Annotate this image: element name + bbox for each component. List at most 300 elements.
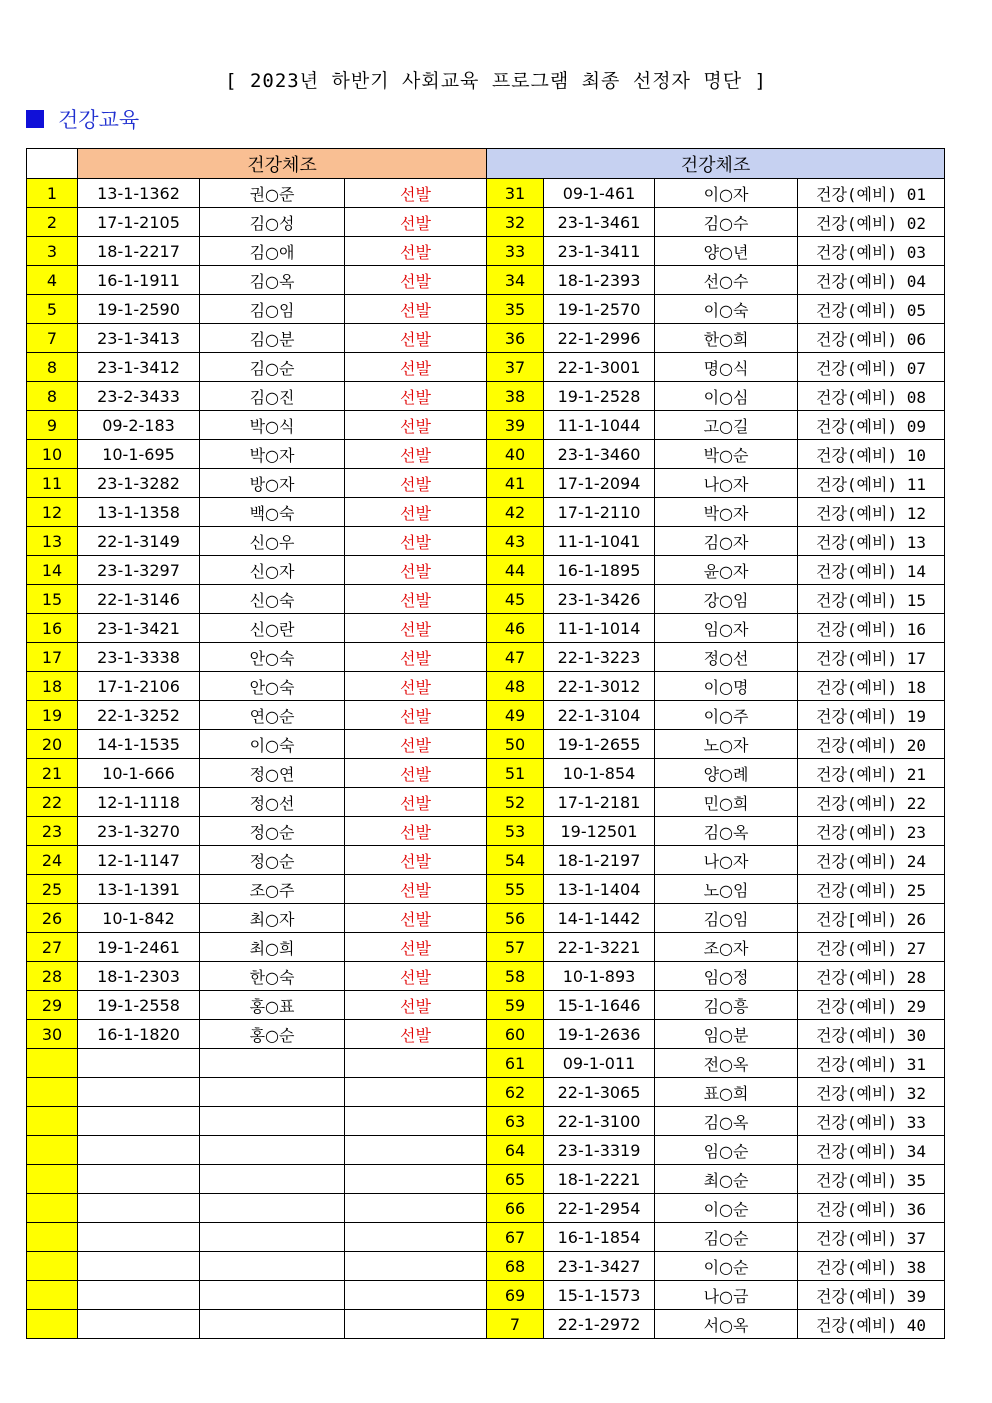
left-row-status: 선발: [345, 208, 487, 237]
right-row-member-id: 16-1-1854: [544, 1223, 655, 1252]
table-row: [27, 411, 945, 440]
section-heading-label: 건강교육: [58, 108, 140, 132]
left-row-status: 선발: [345, 1020, 487, 1049]
table-row: [27, 701, 945, 730]
left-row-number: [27, 1194, 78, 1223]
left-row-name: [200, 1078, 345, 1107]
left-row-number: 12: [27, 498, 78, 527]
right-row-name: 김○임: [655, 904, 798, 933]
left-row-status: 선발: [345, 527, 487, 556]
left-row-number: 17: [27, 643, 78, 672]
left-row-number: [27, 1252, 78, 1281]
left-row-name: [200, 1107, 345, 1136]
right-row-member-id: 16-1-1895: [544, 556, 655, 585]
roster-body: [27, 149, 945, 1339]
left-row-member-id: 23-1-3338: [78, 643, 200, 672]
left-row-member-id: [78, 1165, 200, 1194]
left-row-status: 선발: [345, 643, 487, 672]
left-row-number: [27, 1078, 78, 1107]
right-row-member-id: 15-1-1646: [544, 991, 655, 1020]
left-row-member-id: 16-1-1820: [78, 1020, 200, 1049]
right-row-number: 67: [487, 1223, 544, 1252]
left-row-number: 29: [27, 991, 78, 1020]
left-row-member-id: 22-1-3252: [78, 701, 200, 730]
right-row-name: 나○자: [655, 846, 798, 875]
left-row-number: 7: [27, 324, 78, 353]
left-row-name: [200, 1252, 345, 1281]
right-row-number: 38: [487, 382, 544, 411]
left-row-name: [200, 1310, 345, 1339]
left-row-number: [27, 1107, 78, 1136]
right-row-name: 이○심: [655, 382, 798, 411]
right-row-status: 건강(예비) 20: [798, 730, 945, 759]
left-row-status: 선발: [345, 788, 487, 817]
left-row-number: 20: [27, 730, 78, 759]
right-row-status: 건강(예비) 29: [798, 991, 945, 1020]
right-row-member-id: 23-1-3411: [544, 237, 655, 266]
left-row-number: 21: [27, 759, 78, 788]
left-row-number: 10: [27, 440, 78, 469]
right-row-number: 69: [487, 1281, 544, 1310]
right-row-number: 66: [487, 1194, 544, 1223]
right-row-name: 정○선: [655, 643, 798, 672]
left-row-number: [27, 1165, 78, 1194]
right-row-number: 64: [487, 1136, 544, 1165]
left-row-status: 선발: [345, 875, 487, 904]
right-row-number: 55: [487, 875, 544, 904]
right-row-name: 박○순: [655, 440, 798, 469]
left-row-member-id: 17-1-2105: [78, 208, 200, 237]
right-row-number: 31: [487, 179, 544, 208]
left-row-member-id: 23-1-3282: [78, 469, 200, 498]
right-row-member-id: 22-1-3012: [544, 672, 655, 701]
left-row-status: [345, 1310, 487, 1339]
right-row-member-id: 22-1-2972: [544, 1310, 655, 1339]
right-row-number: 61: [487, 1049, 544, 1078]
table-row: [27, 527, 945, 556]
right-row-number: 43: [487, 527, 544, 556]
right-row-number: 46: [487, 614, 544, 643]
right-row-member-id: 22-1-3001: [544, 353, 655, 382]
left-row-member-id: 23-1-3270: [78, 817, 200, 846]
left-row-member-id: 23-1-3297: [78, 556, 200, 585]
right-row-status: 건강(예비) 11: [798, 469, 945, 498]
right-row-status: 건강(예비) 04: [798, 266, 945, 295]
right-row-number: 47: [487, 643, 544, 672]
right-row-member-id: 23-1-3427: [544, 1252, 655, 1281]
left-row-member-id: 12-1-1118: [78, 788, 200, 817]
right-row-number: 65: [487, 1165, 544, 1194]
right-row-member-id: 23-1-3461: [544, 208, 655, 237]
left-row-number: 19: [27, 701, 78, 730]
left-row-member-id: 19-1-2558: [78, 991, 200, 1020]
left-row-number: [27, 1223, 78, 1252]
table-row: [27, 730, 945, 759]
left-row-name: 정○연: [200, 759, 345, 788]
left-row-status: 선발: [345, 991, 487, 1020]
table-row: [27, 875, 945, 904]
left-row-name: 홍○순: [200, 1020, 345, 1049]
left-row-status: 선발: [345, 324, 487, 353]
left-row-name: 안○숙: [200, 643, 345, 672]
table-row: [27, 295, 945, 324]
right-row-number: 60: [487, 1020, 544, 1049]
right-row-member-id: 14-1-1442: [544, 904, 655, 933]
left-row-number: 18: [27, 672, 78, 701]
table-row: [27, 643, 945, 672]
left-row-member-id: 16-1-1911: [78, 266, 200, 295]
right-row-number: 32: [487, 208, 544, 237]
left-row-status: 선발: [345, 933, 487, 962]
right-row-member-id: 23-1-3426: [544, 585, 655, 614]
right-row-status: 건강(예비) 35: [798, 1165, 945, 1194]
right-row-name: 민○희: [655, 788, 798, 817]
table-header-row: [27, 149, 945, 179]
right-row-status: 건강(예비) 09: [798, 411, 945, 440]
right-row-status: 건강(예비) 34: [798, 1136, 945, 1165]
right-row-status: 건강(예비) 25: [798, 875, 945, 904]
left-row-member-id: 23-1-3421: [78, 614, 200, 643]
table-row: [27, 556, 945, 585]
right-row-number: 48: [487, 672, 544, 701]
left-row-member-id: [78, 1107, 200, 1136]
right-row-status: 건강(예비) 10: [798, 440, 945, 469]
right-row-status: 건강(예비) 14: [798, 556, 945, 585]
right-row-member-id: 09-1-011: [544, 1049, 655, 1078]
left-row-name: 김○성: [200, 208, 345, 237]
left-row-member-id: [78, 1252, 200, 1281]
right-row-status: 건강(예비) 19: [798, 701, 945, 730]
left-row-member-id: 13-1-1391: [78, 875, 200, 904]
right-row-name: 임○정: [655, 962, 798, 991]
right-row-status: 건강(예비) 06: [798, 324, 945, 353]
table-row: [27, 1078, 945, 1107]
left-row-status: [345, 1136, 487, 1165]
table-row: [27, 614, 945, 643]
right-row-status: 건강(예비) 37: [798, 1223, 945, 1252]
right-row-status: 건강(예비) 12: [798, 498, 945, 527]
left-row-number: 28: [27, 962, 78, 991]
left-row-member-id: 23-2-3433: [78, 382, 200, 411]
left-row-member-id: 18-1-2217: [78, 237, 200, 266]
right-row-number: 45: [487, 585, 544, 614]
left-row-status: [345, 1107, 487, 1136]
left-row-member-id: 19-1-2590: [78, 295, 200, 324]
right-row-name: 이○주: [655, 701, 798, 730]
left-row-member-id: 10-1-842: [78, 904, 200, 933]
right-row-name: 김○옥: [655, 817, 798, 846]
left-row-member-id: 23-1-3413: [78, 324, 200, 353]
table-row: [27, 962, 945, 991]
left-row-status: [345, 1165, 487, 1194]
table-row: [27, 846, 945, 875]
right-row-member-id: 22-1-3100: [544, 1107, 655, 1136]
left-row-name: [200, 1049, 345, 1078]
left-row-name: [200, 1281, 345, 1310]
right-row-status: 건강(예비) 31: [798, 1049, 945, 1078]
table-row: [27, 1107, 945, 1136]
left-row-number: 15: [27, 585, 78, 614]
left-row-member-id: 19-1-2461: [78, 933, 200, 962]
right-row-member-id: 19-1-2570: [544, 295, 655, 324]
right-row-member-id: 11-1-1041: [544, 527, 655, 556]
right-row-number: 33: [487, 237, 544, 266]
left-row-status: 선발: [345, 614, 487, 643]
right-row-name: 조○자: [655, 933, 798, 962]
left-row-name: 신○자: [200, 556, 345, 585]
left-row-member-id: [78, 1223, 200, 1252]
table-row: [27, 904, 945, 933]
right-row-member-id: 22-1-3223: [544, 643, 655, 672]
left-row-name: 조○주: [200, 875, 345, 904]
table-row: [27, 1194, 945, 1223]
table-row: [27, 382, 945, 411]
left-row-number: 1: [27, 179, 78, 208]
left-row-name: 박○식: [200, 411, 345, 440]
left-row-member-id: 09-2-183: [78, 411, 200, 440]
right-row-member-id: 22-1-3221: [544, 933, 655, 962]
left-row-status: 선발: [345, 498, 487, 527]
header-right-program: 건강체조: [487, 149, 945, 179]
left-row-name: [200, 1194, 345, 1223]
right-row-number: 7: [487, 1310, 544, 1339]
left-row-name: [200, 1165, 345, 1194]
left-row-member-id: [78, 1049, 200, 1078]
left-row-name: 정○순: [200, 846, 345, 875]
right-row-name: 고○길: [655, 411, 798, 440]
right-row-member-id: 19-12501: [544, 817, 655, 846]
left-row-status: 선발: [345, 759, 487, 788]
right-row-member-id: 22-1-3065: [544, 1078, 655, 1107]
left-row-status: [345, 1281, 487, 1310]
left-row-number: [27, 1049, 78, 1078]
right-row-status: 건강(예비) 32: [798, 1078, 945, 1107]
left-row-name: 김○순: [200, 353, 345, 382]
left-row-number: 8: [27, 353, 78, 382]
left-row-status: 선발: [345, 701, 487, 730]
left-row-status: [345, 1078, 487, 1107]
right-row-status: 건강(예비) 39: [798, 1281, 945, 1310]
right-row-name: 나○자: [655, 469, 798, 498]
right-row-name: 최○순: [655, 1165, 798, 1194]
right-row-status: 건강(예비) 08: [798, 382, 945, 411]
right-row-name: 임○순: [655, 1136, 798, 1165]
left-row-status: 선발: [345, 962, 487, 991]
right-row-status: 건강(예비) 27: [798, 933, 945, 962]
right-row-status: 건강(예비) 13: [798, 527, 945, 556]
right-row-name: 김○흥: [655, 991, 798, 1020]
left-row-number: 22: [27, 788, 78, 817]
right-row-member-id: 15-1-1573: [544, 1281, 655, 1310]
left-row-name: 최○자: [200, 904, 345, 933]
left-row-name: 권○준: [200, 179, 345, 208]
table-row: [27, 440, 945, 469]
left-row-status: 선발: [345, 440, 487, 469]
right-row-status: 건강(예비) 02: [798, 208, 945, 237]
left-row-status: 선발: [345, 353, 487, 382]
left-row-name: 김○옥: [200, 266, 345, 295]
left-row-status: [345, 1194, 487, 1223]
left-row-name: 방○자: [200, 469, 345, 498]
right-row-status: 건강(예비) 17: [798, 643, 945, 672]
right-row-name: 김○자: [655, 527, 798, 556]
table-row: [27, 353, 945, 382]
right-row-name: 김○순: [655, 1223, 798, 1252]
right-row-number: 40: [487, 440, 544, 469]
table-row: [27, 1049, 945, 1078]
left-row-status: 선발: [345, 469, 487, 498]
right-row-member-id: 19-1-2655: [544, 730, 655, 759]
left-row-name: 신○숙: [200, 585, 345, 614]
left-row-status: 선발: [345, 904, 487, 933]
right-row-number: 35: [487, 295, 544, 324]
left-row-status: [345, 1049, 487, 1078]
left-row-member-id: 13-1-1358: [78, 498, 200, 527]
left-row-member-id: 14-1-1535: [78, 730, 200, 759]
right-row-status: 건강(예비) 28: [798, 962, 945, 991]
left-row-name: 김○임: [200, 295, 345, 324]
left-row-name: 한○숙: [200, 962, 345, 991]
table-row: [27, 933, 945, 962]
left-row-member-id: [78, 1194, 200, 1223]
table-row: [27, 1165, 945, 1194]
table-row: [27, 1136, 945, 1165]
left-row-number: 3: [27, 237, 78, 266]
left-row-member-id: 18-1-2303: [78, 962, 200, 991]
right-row-member-id: 17-1-2094: [544, 469, 655, 498]
right-row-number: 34: [487, 266, 544, 295]
left-row-name: [200, 1136, 345, 1165]
right-row-name: 박○자: [655, 498, 798, 527]
right-row-number: 50: [487, 730, 544, 759]
table-row: [27, 1020, 945, 1049]
left-row-number: 30: [27, 1020, 78, 1049]
right-row-status: 건강(예비) 36: [798, 1194, 945, 1223]
right-row-name: 노○임: [655, 875, 798, 904]
left-row-number: 16: [27, 614, 78, 643]
right-row-number: 44: [487, 556, 544, 585]
table-row: [27, 179, 945, 208]
right-row-name: 이○숙: [655, 295, 798, 324]
right-row-status: 건강(예비) 18: [798, 672, 945, 701]
left-row-member-id: 17-1-2106: [78, 672, 200, 701]
left-row-member-id: 22-1-3149: [78, 527, 200, 556]
right-row-member-id: 10-1-893: [544, 962, 655, 991]
table-row: [27, 585, 945, 614]
left-row-member-id: [78, 1136, 200, 1165]
left-row-number: 4: [27, 266, 78, 295]
right-row-name: 선○수: [655, 266, 798, 295]
left-row-name: 신○란: [200, 614, 345, 643]
right-row-member-id: 23-1-3460: [544, 440, 655, 469]
left-row-status: 선발: [345, 817, 487, 846]
left-row-number: [27, 1136, 78, 1165]
right-row-number: 51: [487, 759, 544, 788]
right-row-number: 62: [487, 1078, 544, 1107]
square-bullet-icon: [26, 110, 44, 128]
right-row-member-id: 19-1-2528: [544, 382, 655, 411]
left-row-status: 선발: [345, 382, 487, 411]
left-row-name: 연○순: [200, 701, 345, 730]
left-row-number: 24: [27, 846, 78, 875]
section-heading: [26, 104, 139, 134]
right-row-status: 건강(예비) 30: [798, 1020, 945, 1049]
right-row-name: 임○분: [655, 1020, 798, 1049]
right-row-number: 53: [487, 817, 544, 846]
right-row-name: 나○금: [655, 1281, 798, 1310]
table-row: [27, 1310, 945, 1339]
right-row-number: 41: [487, 469, 544, 498]
left-row-member-id: 22-1-3146: [78, 585, 200, 614]
right-row-name: 이○자: [655, 179, 798, 208]
left-row-number: 11: [27, 469, 78, 498]
left-row-member-id: 12-1-1147: [78, 846, 200, 875]
right-row-status: 건강(예비) 05: [798, 295, 945, 324]
left-row-number: 9: [27, 411, 78, 440]
right-row-member-id: 18-1-2197: [544, 846, 655, 875]
header-corner: [27, 149, 78, 179]
left-row-status: [345, 1223, 487, 1252]
right-row-member-id: 17-1-2110: [544, 498, 655, 527]
table-row: [27, 1252, 945, 1281]
roster-table: [26, 148, 945, 1339]
right-row-member-id: 18-1-2221: [544, 1165, 655, 1194]
left-row-status: 선발: [345, 411, 487, 440]
left-row-number: 25: [27, 875, 78, 904]
right-row-number: 42: [487, 498, 544, 527]
left-row-name: 정○순: [200, 817, 345, 846]
left-row-number: [27, 1310, 78, 1339]
table-row: [27, 208, 945, 237]
right-row-number: 54: [487, 846, 544, 875]
left-row-name: 김○진: [200, 382, 345, 411]
left-row-status: 선발: [345, 585, 487, 614]
left-row-status: 선발: [345, 556, 487, 585]
right-row-member-id: 13-1-1404: [544, 875, 655, 904]
table-row: [27, 788, 945, 817]
table-row: [27, 1281, 945, 1310]
left-row-number: 27: [27, 933, 78, 962]
right-row-name: 서○옥: [655, 1310, 798, 1339]
right-row-status: 건강(예비) 16: [798, 614, 945, 643]
right-row-number: 68: [487, 1252, 544, 1281]
right-row-number: 52: [487, 788, 544, 817]
left-row-number: 2: [27, 208, 78, 237]
left-row-status: 선발: [345, 846, 487, 875]
left-row-member-id: [78, 1281, 200, 1310]
right-row-name: 노○자: [655, 730, 798, 759]
left-row-name: 정○선: [200, 788, 345, 817]
right-row-status: 건강[예비) 26: [798, 904, 945, 933]
right-row-name: 이○순: [655, 1194, 798, 1223]
right-row-name: 명○식: [655, 353, 798, 382]
left-row-name: 신○우: [200, 527, 345, 556]
right-row-status: 건강(예비) 21: [798, 759, 945, 788]
right-row-number: 39: [487, 411, 544, 440]
table-row: [27, 237, 945, 266]
table-row: [27, 759, 945, 788]
right-row-member-id: 18-1-2393: [544, 266, 655, 295]
left-row-number: 14: [27, 556, 78, 585]
right-row-status: 건강(예비) 22: [798, 788, 945, 817]
left-row-status: 선발: [345, 179, 487, 208]
left-row-member-id: 10-1-666: [78, 759, 200, 788]
left-row-member-id: 23-1-3412: [78, 353, 200, 382]
left-row-number: 8: [27, 382, 78, 411]
left-row-name: 홍○표: [200, 991, 345, 1020]
right-row-name: 이○순: [655, 1252, 798, 1281]
header-left-program: 건강체조: [78, 149, 487, 179]
